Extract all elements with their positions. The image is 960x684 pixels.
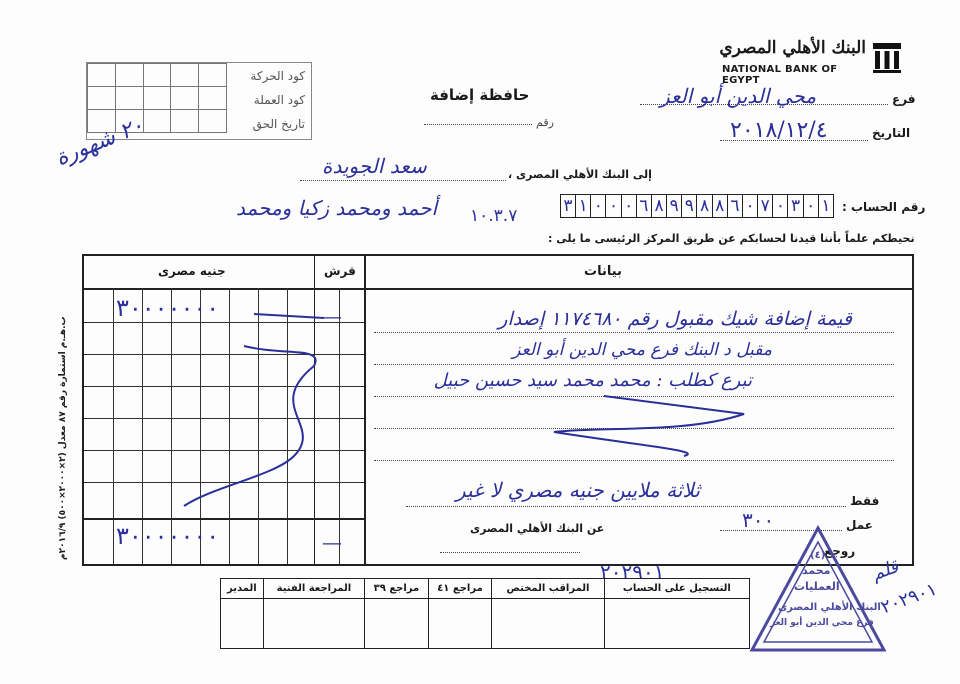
- account-digit: ٠: [772, 195, 787, 217]
- account-prefix: ١٠.٣.٧: [470, 206, 518, 226]
- account-digit: ٨: [712, 195, 727, 217]
- page-title: حافظة إضافة: [430, 86, 530, 104]
- col-header-piasters: قرش: [324, 264, 356, 278]
- sig-col-account-posting: التسجيل على الحساب: [604, 579, 749, 599]
- col-header-statement: بيانات: [584, 264, 622, 279]
- sig-col-supervisor: المراقب المختص: [492, 579, 604, 599]
- sig-col-reviewer-41: مراجع ٤١: [428, 579, 492, 599]
- branch-value: محي الدين أبو العز: [660, 84, 817, 108]
- code-label-transaction: كود الحركة: [250, 69, 305, 83]
- bank-name-en: NATIONAL BANK OF EGYPT: [722, 64, 838, 86]
- code-label-value-date: تاريخ الحق: [252, 117, 305, 131]
- signatures-table: [220, 578, 750, 649]
- account-number-boxes[interactable]: [560, 194, 834, 218]
- account-digit: ٣: [787, 195, 802, 217]
- account-holder: أحمد ومحمد زكيا ومحمد: [236, 196, 438, 220]
- amount-total: ٣٠٠٠٠٠٠٠: [116, 522, 220, 550]
- account-digit: ٧: [757, 195, 772, 217]
- addressee-value: سعد الجويدة: [322, 154, 427, 178]
- bank-signature-label: عن البنك الأهلي المصرى: [470, 522, 605, 535]
- side-note-number: ٢٠٢٩٠١: [878, 578, 940, 619]
- account-digit: ٩: [681, 195, 696, 217]
- ref-number: ٢٠٢٩٠١: [600, 560, 665, 584]
- sig-col-technical-review: المراجعة الفنية: [263, 579, 364, 599]
- code-label-currency: كود العملة: [253, 93, 305, 107]
- account-digit: ١: [575, 195, 590, 217]
- commission-label: عمل: [846, 518, 873, 532]
- amount-top: ٣٠٠٠٠٠٠٠: [116, 294, 220, 322]
- number-field[interactable]: [424, 124, 532, 125]
- account-digit: ٨: [696, 195, 711, 217]
- date-value: ٢٠١٨/١٢/٤: [730, 118, 828, 143]
- stamp-line: (٤): [810, 550, 826, 561]
- account-digit: ٩: [666, 195, 681, 217]
- side-note-label: قلم: [869, 556, 902, 585]
- account-digit: ٦: [727, 195, 742, 217]
- notice-text: نحيطكم علماً بأننا قيدنا لحسابكم عن طريق المركز الرئيسى ما يلى :: [548, 232, 915, 245]
- number-label: رقم: [536, 116, 554, 129]
- stamp-line: فرع محي الدين أبو العز: [770, 618, 874, 628]
- statement-line: مقبل د البنك فرع محي الدين أبو العز: [512, 340, 772, 360]
- addressee-label: إلى البنك الأهلي المصرى ،: [508, 168, 652, 181]
- sig-col-manager: المدير: [221, 579, 264, 599]
- only-value: ثلاثة ملايين جنيه مصري لا غير: [456, 478, 700, 502]
- form-side-print: ب.هـ.م استمارة رقم ٨٧ معدل (٢×٢٠٠٠×٥٠٠) ٢٠١٦/٩م: [58, 316, 68, 560]
- date-label: التاريخ: [872, 126, 911, 140]
- account-digit: ٠: [803, 195, 818, 217]
- piasters-top: —: [322, 304, 342, 328]
- piasters-total: —: [322, 530, 342, 554]
- statement-line: تبرع كطلب : محمد محمد سيد حسين حبيل: [433, 370, 752, 391]
- account-label: رقم الحساب :: [842, 200, 926, 214]
- account-digit: ٠: [605, 195, 620, 217]
- sig-col-reviewer-39: مراجع ٣٩: [365, 579, 429, 599]
- account-digit: ٨: [651, 195, 666, 217]
- addressee-field[interactable]: [300, 180, 506, 181]
- account-digit: ٦: [636, 195, 651, 217]
- bank-name-ar: البنك الأهلي المصري: [719, 38, 866, 58]
- stamp-line: العمليات: [794, 580, 840, 593]
- commission-value: ٣٠٠: [742, 508, 775, 532]
- account-digit: ١: [818, 195, 833, 217]
- stamp-line: محمد: [802, 564, 831, 577]
- col-header-pounds: جنيه مصرى: [158, 264, 226, 278]
- only-field[interactable]: [406, 506, 846, 507]
- cancel-stroke: [84, 256, 912, 564]
- only-label: فقط: [850, 494, 880, 508]
- account-digit: ٠: [621, 195, 636, 217]
- nbe-logo-icon: [872, 42, 902, 74]
- margin-note: ٢٠ شهورة: [52, 113, 148, 172]
- branch-label: فرع: [892, 92, 916, 106]
- bank-stamp: [748, 524, 888, 654]
- stamp-line: البنك الأهلي المصرى: [778, 602, 881, 613]
- account-digit: ٣: [563, 196, 573, 216]
- bank-signature-field[interactable]: [440, 552, 580, 553]
- statement-line: قيمة إضافة شيك مقبول رقم ١١٧٤٦٨٠ إصدار: [498, 308, 852, 330]
- received-label: روجع: [824, 544, 856, 558]
- account-digit: ٠: [742, 195, 757, 217]
- account-digit: ٠: [590, 195, 605, 217]
- entries-table: [82, 254, 914, 566]
- bank-logo: [719, 38, 902, 86]
